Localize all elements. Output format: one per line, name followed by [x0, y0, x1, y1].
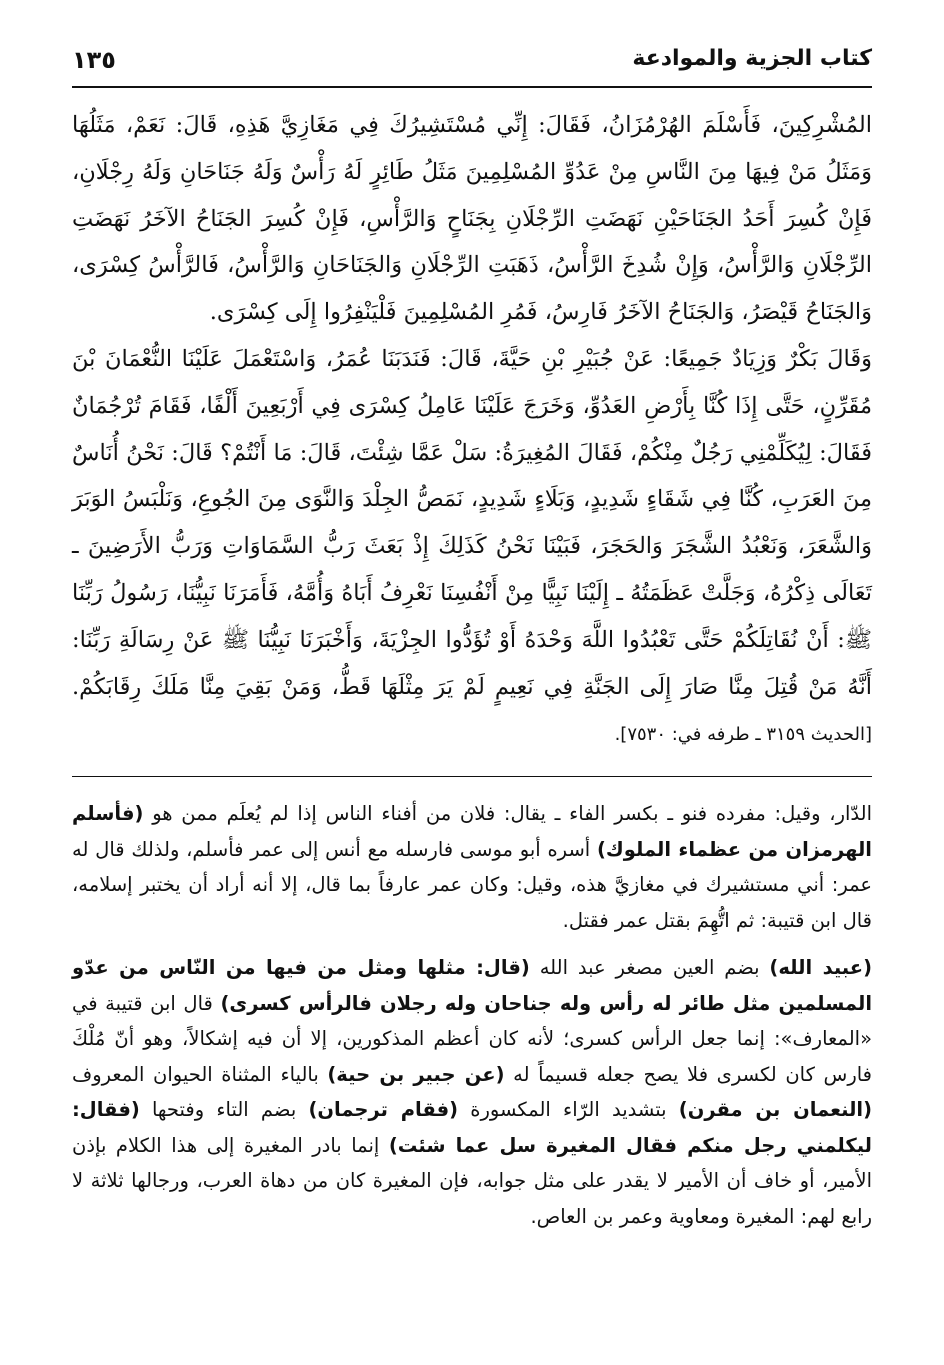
note2-text-c: قال ابن قتيبة في «المعارف»: إنما جعل الرأس كسرى؛ لأنه كان أعظم المذكورين، إلا أن فيه إشكالاً، وهو أنّ مُلْكَ فارس كان لكسرى فلا يصح جعله قسيماً له: [72, 991, 873, 1086]
hadith-reference: [الحديث ٣١٥٩ ـ طرفه في: ٧٥٣٠].: [614, 724, 872, 746]
note2-text-g: إنما بادر المغيرة إلى هذا الكلام بإذن الأمير، أو خاف أن الأمير لا يقدر على مثل جوابه، فإن المغيرة كان من دهاة العرب، ورجالها ثلاثة لا رابع لهم: المغيرة ومعاوية وعمر بن العاص.: [72, 1133, 872, 1228]
hadith-paragraph-2: [72, 336, 872, 759]
note2-lemma-5: (فقام ترجمان): [308, 1098, 459, 1121]
note2-text-d: بالياء المثناة الحيوان المعروف: [72, 1062, 328, 1086]
note1-text-c: أسره أبو موسى فارسله مع أنس إلى عمر فأسلم، ولذلك قال له عمر: أني مستشيرك في مغازيَّ هذه، وقيل: وكان عمر عارفاً بما قال، إلا أنه أراد أن يختبر إسلامه، قال ابن قتيبة: ثم اتُّهِمَ بقتل عمر فقتل.: [72, 837, 872, 932]
note2-lemma-2: (قال: مثلها ومثل من فيها من النّاس من عدّو المسلمين مثل طائر له رأس وله جناحان وله رجلان فالرأس كسرى): [72, 956, 873, 1015]
note2-lemma-1: (عبيد الله): [769, 956, 873, 979]
hadith-text: [72, 102, 872, 759]
note2-text-e: بتشديد الرّاء المكسورة: [458, 1098, 679, 1121]
note2-lemma-3: (عن جبير بن حية): [327, 1062, 505, 1086]
note2-text-a: بضم العين مصغر عبد الله: [529, 956, 770, 979]
note1-lemma-1: (فأسلم الهرمزان من عظماء الملوك): [72, 802, 872, 861]
commentary-paragraph-2: [72, 950, 872, 1234]
header-rule: [72, 86, 872, 88]
page-header: [72, 40, 872, 84]
note2-lemma-4: (النعمان بن مقرن): [678, 1098, 873, 1121]
book-title: كتاب الجزية والموادعة: [632, 46, 872, 71]
hadith-paragraph-1: المُشْرِكِينَ، فَأَسْلَمَ الهُرْمُزَانُ، فَقَالَ: إِنِّي مُسْتَشِيرُكَ فِي مَغَازِيَّ هَذِهِ، قَالَ: نَعَمْ، مَثَلُهَا وَمَثَلُ مَنْ فِيهَا مِنَ النَّاسِ مِنْ عَدُوِّ المُسْلِمِينَ مَثَلُ طَائِرٍ لَهُ رَأْسٌ وَلَهُ جَنَاحَانِ وَلَهُ رِجْلَانِ، فَإِنْ كُسِرَ أَحَدُ الجَنَاحَيْنِ نَهَضَتِ الرِّجْلَانِ بِجَنَاحٍ وَالرَّأْسِ، فَإِنْ كُسِرَ الجَنَاحُ الآخَرُ نَهَضَتِ الرِّجْلَانِ وَالرَّأْسُ، وَإِنْ شُدِخَ الرَّأْسُ، ذَهَبَتِ الرِّجْلَانِ وَالجَنَاحَانِ وَالرَّأْسُ، فَالرَّأْسُ كِسْرَى، وَالجَنَاحُ قَيْصَرُ، وَالجَنَاحُ الآخَرُ فَارِسُ، فَمُرِ المُسْلِمِينَ فَلْيَنْفِرُوا إِلَى كِسْرَى.: [72, 112, 872, 326]
commentary-notes: [72, 796, 872, 1234]
note1-text-a: الدّار، وقيل: مفرده فنو ـ بكسر الفاء ـ يقال: فلان من أفناء الناس إذا لم يُعلَم ممن هو: [143, 802, 872, 825]
note2-lemma-6: (فقال: ليكلمني رجل منكم فقال المغيرة سل عما شئت): [72, 1098, 873, 1157]
hadith-paragraph-2-text: وَقَالَ بَكْرٌ وَزِيَادٌ جَمِيعًا: عَنْ جُبَيْرِ بْنِ حَيَّةَ، قَالَ: فَنَدَبَنَا عُمَرُ، وَاسْتَعْمَلَ عَلَيْنَا النُّعْمَانَ بْنَ مُقَرِّنٍ، حَتَّى إِذَا كُنَّا بِأَرْضِ العَدُوِّ، وَخَرَجَ عَلَيْنَا عَامِلُ كِسْرَى فِي أَرْبَعِينَ أَلْفًا، فَقَامَ تُرْجُمَانٌ فَقَالَ: لِيُكَلِّمْنِي رَجُلٌ مِنْكُمْ، فَقَالَ المُغِيرَةُ: سَلْ عَمَّا شِئْتَ، قَالَ: مَا أَنْتُمْ؟ قَالَ: نَحْنُ أُنَاسٌ مِنَ العَرَبِ، كُنَّا فِي شَقَاءٍ شَدِيدٍ، وَبَلَاءٍ شَدِيدٍ، نَمَصُّ الجِلْدَ وَالنَّوَى مِنَ الجُوعِ، وَنَلْبَسُ الوَبَرَ وَالشَّعَرَ، وَنَعْبُدُ الشَّجَرَ وَالحَجَرَ، فَبَيْنَا نَحْنُ كَذَلِكَ إِذْ بَعَثَ رَبُّ السَّمَاوَاتِ وَرَبُّ الأَرَضِينَ ـ تَعَالَى ذِكْرُهُ، وَجَلَّتْ عَظَمَتُهُ ـ إِلَيْنَا نَبِيًّا مِنْ أَنْفُسِنَا نَعْرِفُ أَبَاهُ وَأُمَّهُ، فَأَمَرَنَا نَبِيُّنَا، رَسُولُ رَبِّنَا ﷺ: أَنْ نُقَاتِلَكُمْ حَتَّى تَعْبُدُوا اللَّهَ وَحْدَهُ أَوْ تُؤَدُّوا الجِزْيَةَ، وَأَخْبَرَنَا نَبِيُّنَا ﷺ عَنْ رِسَالَةِ رَبِّنَا: أَنَّهُ مَنْ قُتِلَ مِنَّا صَارَ إِلَى الجَنَّةِ فِي نَعِيمٍ لَمْ يَرَ مِثْلَهَا قَطُّ، وَمَنْ بَقِيَ مِنَّا مَلَكَ رِقَابَكُمْ.: [72, 345, 872, 700]
footnote-rule: [72, 776, 872, 777]
commentary-paragraph-1: [72, 796, 872, 938]
note2-text-f: بضم التاء وفتحها: [139, 1098, 309, 1121]
page-number: ١٣٥: [72, 46, 116, 74]
